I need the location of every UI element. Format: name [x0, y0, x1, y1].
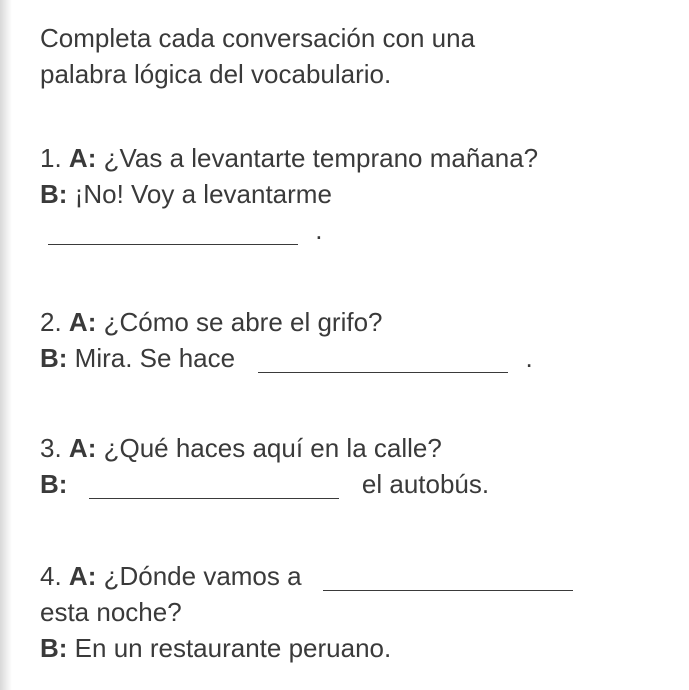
question-2-line-a [40, 304, 680, 340]
question-number: 3. [40, 433, 62, 463]
answer-blank-1[interactable] [48, 243, 298, 245]
speaker-b-label: B: [40, 343, 68, 373]
question-4 [40, 558, 680, 666]
question-4-line-b [40, 630, 680, 666]
question-3-line-b [40, 466, 680, 502]
line-b-text: Mira. Se hace [74, 343, 236, 373]
question-1-line-a [40, 140, 680, 176]
question-1-blank-line [40, 212, 680, 248]
question-2-line-b [40, 340, 680, 376]
line-a-text: ¿Qué haces aquí en la calle? [103, 433, 442, 463]
blank-trailing-text: . [525, 343, 533, 373]
instructions-line-1: Completa cada conversación con una [40, 23, 476, 53]
line-a-text: ¿Cómo se abre el grifo? [103, 307, 383, 337]
line-a-text: ¿Vas a levantarte temprano mañana? [103, 143, 539, 173]
speaker-b-label: B: [40, 633, 68, 663]
question-4-line-a [40, 558, 680, 594]
page-edge-shadow [0, 0, 12, 690]
speaker-a-label: A: [68, 561, 97, 591]
question-4-line-a-cont [40, 594, 680, 630]
blank-trailing-text: el autobús. [361, 469, 490, 499]
worksheet [40, 20, 680, 663]
question-number: 2. [40, 307, 62, 337]
blank-trailing-text: . [315, 215, 323, 245]
instructions-line-2: palabra lógica del vocabulario. [40, 59, 392, 89]
answer-blank-4[interactable] [323, 589, 573, 591]
question-3-line-a [40, 430, 680, 466]
answer-blank-3[interactable] [89, 497, 339, 499]
answer-blank-2[interactable] [258, 371, 508, 373]
question-3 [40, 430, 680, 502]
question-2 [40, 304, 680, 376]
line-a-continuation: esta noche? [40, 597, 182, 627]
speaker-a-label: A: [68, 307, 97, 337]
question-1 [40, 140, 680, 248]
speaker-b-label: B: [40, 469, 68, 499]
line-b-text: En un restaurante peruano. [74, 633, 392, 663]
speaker-b-label: B: [40, 179, 68, 209]
question-1-line-b [40, 176, 680, 212]
question-number: 1. [40, 143, 62, 173]
line-a-text: ¿Dónde vamos a [103, 561, 302, 591]
speaker-a-label: A: [68, 433, 97, 463]
instructions [40, 20, 680, 92]
speaker-a-label: A: [68, 143, 97, 173]
question-number: 4. [40, 561, 62, 591]
line-b-text: ¡No! Voy a levantarme [74, 179, 332, 209]
